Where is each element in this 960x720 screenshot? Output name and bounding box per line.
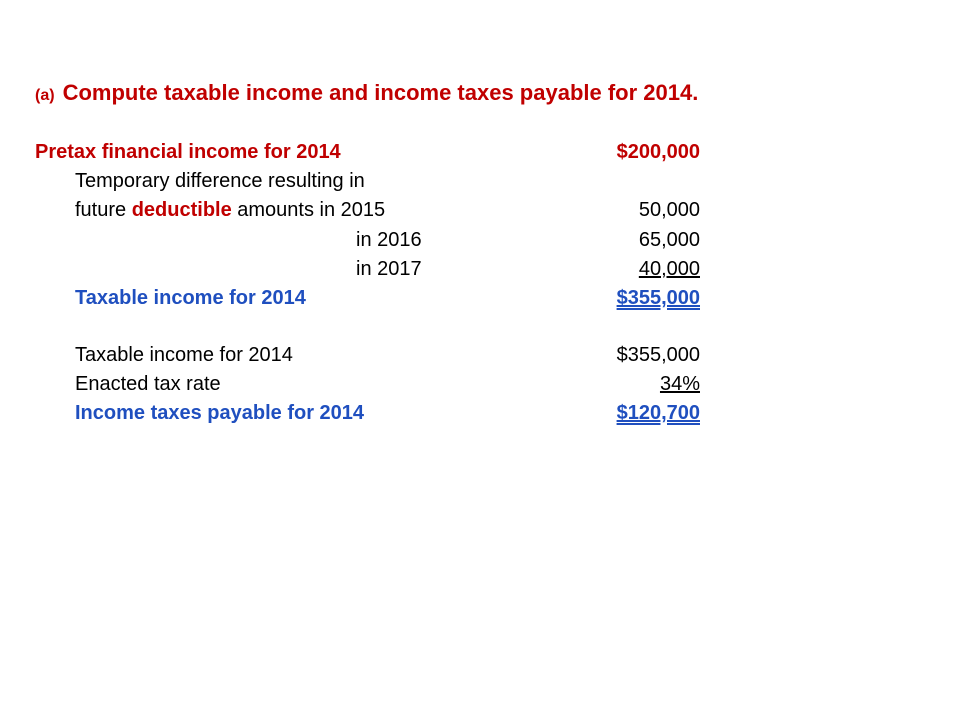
taxable-income-amount: $355,000 — [616, 287, 700, 309]
taxes-payable-amount: $120,700 — [616, 402, 700, 424]
amount-2015: 50,000 — [638, 199, 700, 221]
pretax-income-row — [0, 138, 960, 166]
taxes-payable-row — [0, 399, 960, 427]
temp-diff-row-2015 — [0, 196, 960, 224]
calc-taxable-income-amount: $355,000 — [616, 344, 700, 366]
heading-title: Compute taxable income and income taxes payable for 2014. — [62, 80, 699, 105]
temp-diff-prefix: future — [75, 199, 132, 221]
amount-2016: 65,000 — [638, 229, 700, 251]
amount-2017: 40,000 — [638, 258, 700, 280]
calc-taxable-income-row — [0, 341, 960, 369]
calc-taxable-income-label: Taxable income for 2014 — [75, 344, 293, 366]
tax-rate-label: Enacted tax rate — [75, 373, 221, 395]
deductible-keyword: deductible — [131, 199, 232, 221]
temp-diff-row-2016 — [0, 226, 960, 254]
taxable-income-label: Taxable income for 2014 — [75, 287, 306, 309]
pretax-income-amount: $200,000 — [616, 141, 700, 163]
temp-diff-row-1 — [0, 167, 960, 195]
taxable-income-row — [0, 284, 960, 312]
tax-rate-value: 34% — [659, 373, 700, 395]
temp-diff-row-2017 — [0, 255, 960, 283]
temp-diff-suffix: amounts in 2015 — [231, 199, 386, 221]
taxes-payable-label: Income taxes payable for 2014 — [75, 402, 365, 424]
part-label: (a) — [35, 87, 55, 104]
year-2016-label: in 2016 — [356, 229, 422, 251]
pretax-income-label: Pretax financial income for 2014 — [35, 141, 341, 163]
tax-rate-row — [0, 370, 960, 398]
heading — [35, 80, 698, 106]
temp-diff-label-2 — [75, 196, 385, 224]
temp-diff-label-1: Temporary difference resulting in — [75, 170, 365, 192]
year-2017-label: in 2017 — [356, 258, 422, 280]
tax-rate-cell — [630, 370, 700, 398]
